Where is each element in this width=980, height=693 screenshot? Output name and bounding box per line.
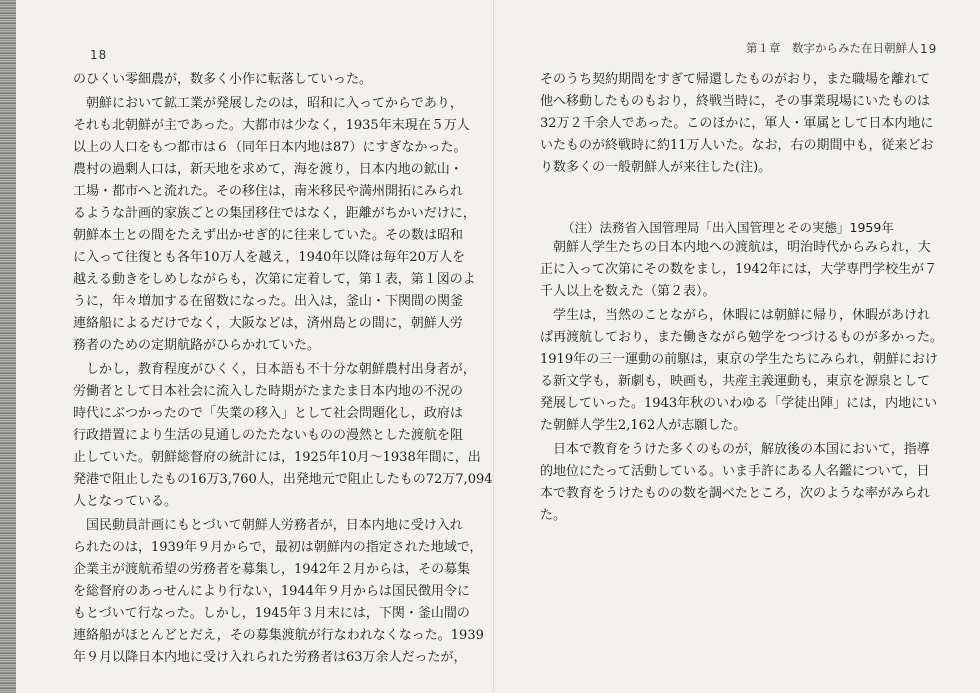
- text-line: 農村の過剰人口は，新天地を求めて，海を渡り，日本内地の鉱山・: [73, 162, 463, 177]
- text-line: そのうち契約期間をすぎて帰還したものがおり，また職場を離れて: [540, 72, 931, 87]
- text-line: る新文学も，新劇も，映画も，共産主義運動も，東京を源泉として: [540, 374, 931, 389]
- text-line: 企業主が渡航希望の労務者を募集し，1942年２月からは，その募集: [73, 562, 471, 577]
- text-line: 本で教育をうけたものの数を調べたところ，次のような率がみられ: [540, 486, 931, 501]
- text-line: 工場・都市へと流れた。その移住は，南米移民や満州開拓にみられ: [73, 184, 464, 199]
- right-page-number: 19: [920, 42, 938, 56]
- text-line: 務者のための定期航路がひらかれていた。: [73, 338, 321, 353]
- text-line: 正に入って次第にその数をまし，1942年には，大学専門学校生が７: [540, 262, 938, 277]
- text-line: うに，年々増加する在留数になった。出入は，釜山・下関間の関釜: [73, 294, 464, 309]
- text-line: しかし，教育程度がひくく，日本語も不十分な朝鮮農村出身者が，: [73, 362, 476, 377]
- text-line: ば再渡航しており，また働きながら勉学をつづけるものが多かった。: [540, 330, 944, 345]
- text-line: 朝鮮本土との間をたえず出かせぎ的に往来していた。その数は昭和: [73, 228, 464, 243]
- text-line: 発港で阻止したもの16万3,760人，出発地元で阻止したもの72万7,094: [73, 472, 493, 487]
- text-line: 発展していった。1943年秋のいわゆる「学徒出陣」には，内地にい: [540, 396, 938, 411]
- text-line: 年９月以降日本内地に受け入れられた労務者は63万余人だったが，: [73, 650, 467, 665]
- text-line: 時代にぶつかったので「失業の移入」として社会問題化し，政府は: [73, 406, 464, 421]
- text-line: 国民動員計画にもとづいて朝鮮人労務者が，日本内地に受け入れ: [73, 518, 463, 533]
- text-line: 他へ移動したものもおり，終戦当時に，その事業現場にいたものは: [540, 94, 931, 109]
- text-line: 千人以上を数えた（第２表）。: [540, 284, 716, 299]
- text-line: 連絡船がほとんどとだえ，その募集渡航が行なわれなくなった。1939: [73, 628, 484, 643]
- text-line: 行政措置により生活の見通しのたたないものの漫然とした渡航を阻: [73, 428, 464, 443]
- left-page-number: 18: [90, 48, 108, 62]
- footnote: （注）法務省入国管理局「出入国管理とその実態」1959年: [562, 220, 894, 235]
- right-page: [496, 0, 980, 693]
- text-line: 的地位にたって活動している。いま手許にある人名鑑について，日: [540, 464, 930, 479]
- text-line: を総督府のあっせんにより行ない，1944年９月からは国民徴用令に: [73, 584, 470, 599]
- text-line: 止していた。朝鮮総督府の統計には，1925年10月～1938年間に，出: [73, 450, 481, 465]
- text-line: 朝鮮人学生たちの日本内地への渡航は，明治時代からみられ，大: [540, 240, 931, 255]
- text-line: 学生は，当然のことながら，休暇には朝鮮に帰り，休暇があけれ: [540, 308, 931, 323]
- text-line: 1919年の三一運動の前駆は，東京の学生たちにみられ，朝鮮におけ: [540, 352, 938, 367]
- text-line: 32万２千余人であった。このほかに，軍人・軍属として日本内地に: [540, 116, 934, 131]
- text-line: た。: [540, 508, 567, 523]
- text-line: 朝鮮において鉱工業が発展したのは，昭和に入ってからであり，: [73, 96, 463, 111]
- text-line: いたものが終戦時に約11万人いた。なお，右の期間中も，従来どお: [540, 138, 934, 153]
- text-line: 以上の人口をもつ都市は６（同年日本内地は87）にすぎなかった。: [73, 140, 467, 155]
- text-line: のひくい零細農が，数多く小作に転落していった。: [73, 72, 373, 87]
- text-line: り数多くの一般朝鮮人が来往した(注)。: [540, 160, 772, 175]
- text-line: 労働者として日本社会に流入した時期がたまたま日本内地の不況の: [73, 384, 464, 399]
- text-line: それも北朝鮮が主であった。大都市は少なく，1935年末現在５万人: [73, 118, 470, 133]
- text-line: 日本で教育をうけた多くのものが，解放後の本国において，指導: [540, 442, 930, 457]
- text-line: 越える動きをしめしながらも，次第に定着して，第１表，第１図のよ: [73, 272, 476, 287]
- running-header: 第１章 数字からみた在日朝鮮人: [746, 41, 919, 55]
- text-line: に入って往復とも各年10万人を越え，1940年以降は毎年20万人を: [73, 250, 465, 265]
- page-gutter: [493, 0, 494, 693]
- binding-edge: [0, 0, 16, 693]
- text-line: るような計画的家族ごとの集団移住ではなく，距離がちかいだけに，: [73, 206, 476, 221]
- text-line: 人となっている。: [73, 494, 178, 509]
- text-line: 連絡船によるだけでなく，大阪などは，済州島との間に，朝鮮人労: [73, 316, 463, 331]
- text-line: もとづいて行なった。しかし，1945年３月末には，下関・釜山間の: [73, 606, 470, 621]
- left-page: [18, 0, 492, 693]
- text-line: られたのは，1939年９月からで，最初は朝鮮内の指定された地域で，: [73, 540, 483, 555]
- text-line: た朝鮮人学生2,162人が志願した。: [540, 418, 747, 433]
